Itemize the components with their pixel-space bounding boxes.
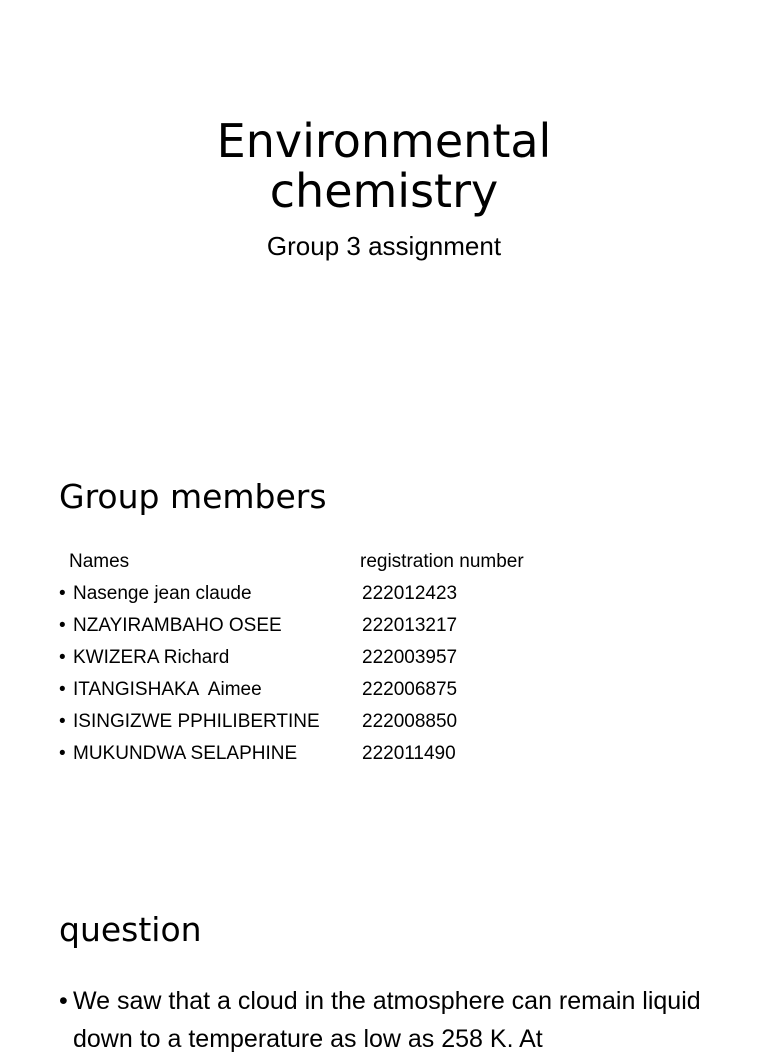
question-text: We saw that a cloud in the atmosphere can remain liquid down to a temperature as low as 258 K. At [73,987,701,1053]
title-line-1: Environmental [216,114,552,168]
members-table [59,546,619,770]
bullet: • [59,743,66,764]
member-row [59,642,619,674]
member-row [59,578,619,610]
member-registration-number: 222008850 [362,711,458,732]
names-column-header: Names [69,551,130,572]
registration-column-header: registration number [360,551,524,572]
bullet: • [59,583,66,604]
member-registration-number: 222012423 [362,583,458,604]
member-registration-number: 222006875 [362,679,458,700]
member-row [59,706,619,738]
member-name: ITANGISHAKA Aimee [73,679,262,700]
title-line-2: chemistry [269,164,499,218]
question-heading: question [59,910,202,949]
member-row [59,738,619,770]
member-name: MUKUNDWA SELAPHINE [73,743,298,764]
slide-title [0,116,768,216]
bullet: • [59,679,66,700]
member-name: NZAYIRAMBAHO OSEE [73,615,282,636]
member-registration-number: 222011490 [362,743,456,764]
member-row [59,674,619,706]
slide-subtitle: Group 3 assignment [266,231,502,261]
member-row [59,610,619,642]
member-name: Nasenge jean claude [73,583,252,604]
members-table-header [59,546,619,578]
bullet: • [59,615,66,636]
group-members-heading: Group members [59,477,327,516]
member-name: ISINGIZWE PPHILIBERTINE [73,711,320,732]
bullet: • [59,711,66,732]
member-registration-number: 222013217 [362,615,458,636]
member-name: KWIZERA Richard [73,647,230,668]
question-body [59,982,719,1058]
bullet: • [59,987,68,1015]
bullet: • [59,647,66,668]
member-registration-number: 222003957 [362,647,458,668]
